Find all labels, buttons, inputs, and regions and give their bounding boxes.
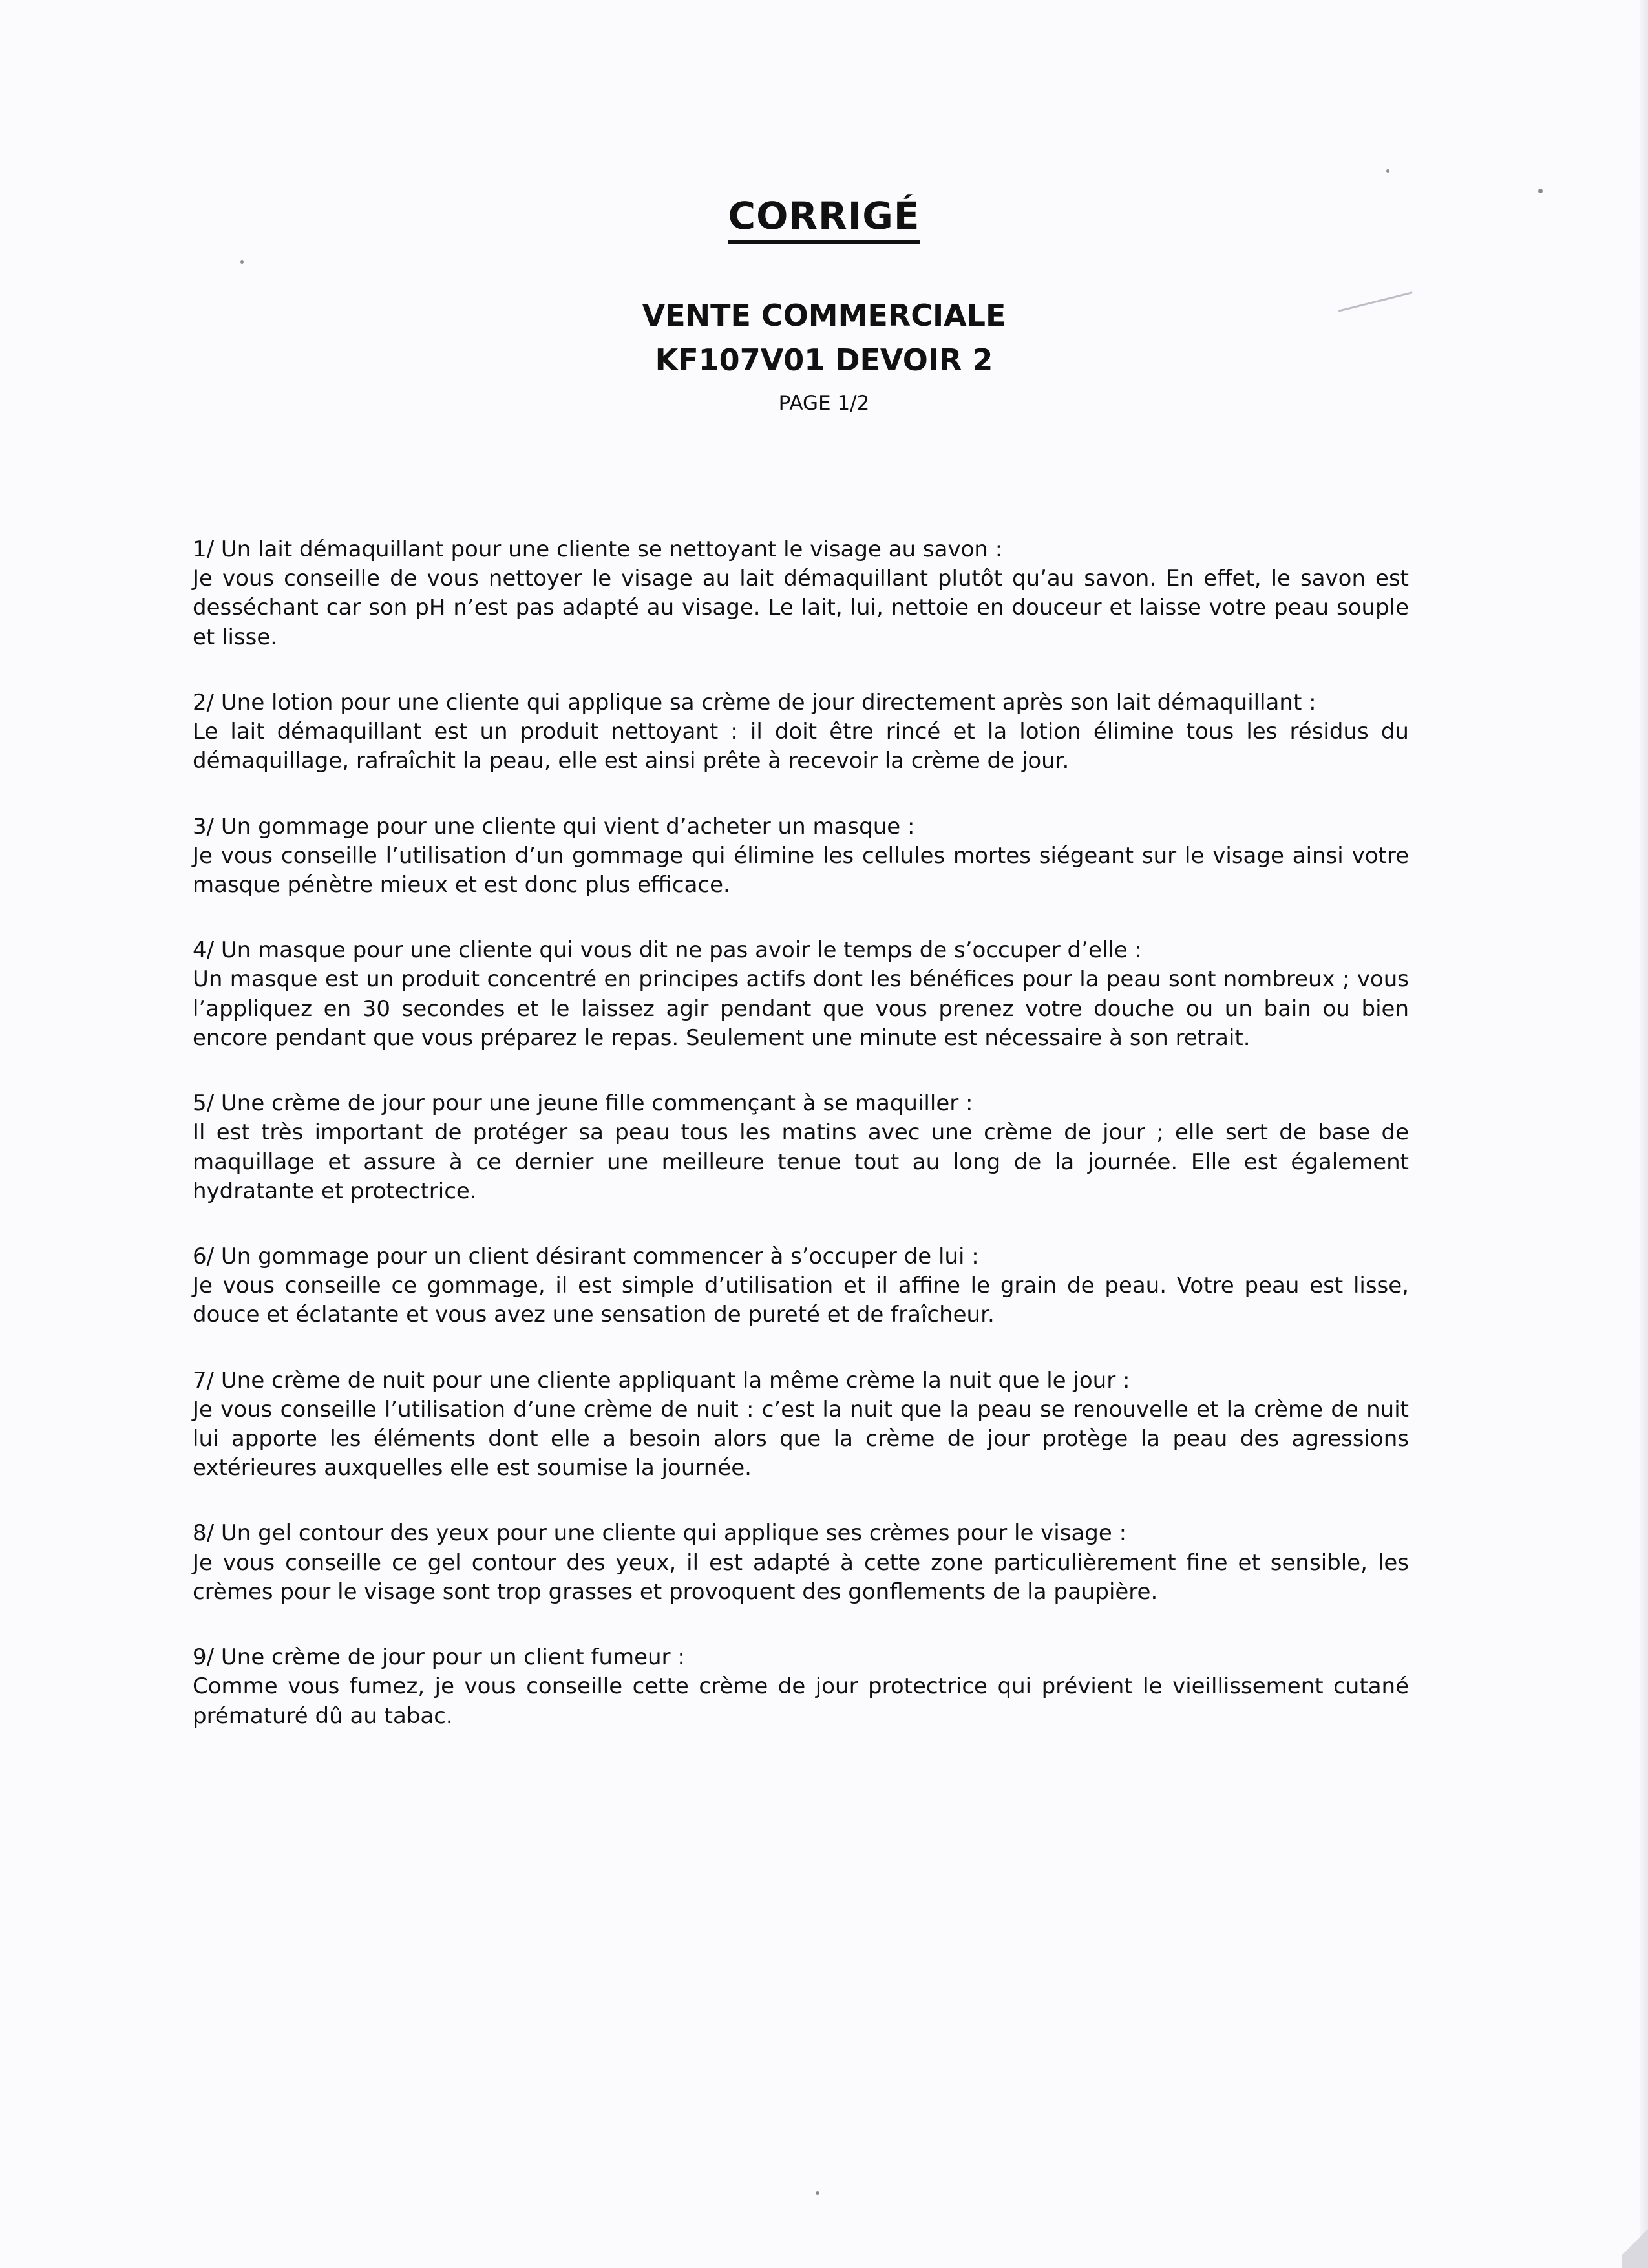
question-text: 5/ Une crème de jour pour une jeune fille commençant à se maquiller :	[193, 1090, 973, 1117]
answer-item-9	[193, 1643, 1409, 1731]
answer-text: Le lait démaquillant est un produit nettoyant : il doit être rincé et la lotion élimine tous les résidus du démaquillage, rafraîchit la peau, elle est ainsi prête à recevoir la crème de jour.	[193, 719, 1409, 774]
answer-item-4	[193, 936, 1409, 1053]
answer-item-1	[193, 535, 1409, 652]
question-text: 6/ Un gommage pour un client désirant commencer à s’occuper de lui :	[193, 1243, 979, 1269]
answer-list	[193, 535, 1409, 1767]
question-text: 8/ Un gel contour des yeux pour une cliente qui applique ses crèmes pour le visage :	[193, 1520, 1127, 1547]
document-header	[0, 194, 1648, 416]
answer-text: Je vous conseille ce gommage, il est simple d’utilisation et il affine le grain de peau. Votre peau est lisse, douce et éclatante et vous avez une sensation de pureté et de fraîcheur.	[193, 1273, 1409, 1328]
scan-speck	[1386, 169, 1389, 173]
answer-item-2	[193, 688, 1409, 776]
answer-text: Je vous conseille l’utilisation d’une crème de nuit : c’est la nuit que la peau se renouvelle et la crème de nuit lui apporte les éléments dont elle a besoin alors que la crème de jour protège la peau des agressions extérieures auxquelles elle est soumise la journée.	[193, 1396, 1409, 1481]
answer-item-8	[193, 1519, 1409, 1607]
course-title: VENTE COMMERCIALE	[642, 297, 1006, 333]
question-text: 2/ Une lotion pour une cliente qui applique sa crème de jour directement après son lait démaquillant :	[193, 689, 1316, 715]
answer-text: Comme vous fumez, je vous conseille cette crème de jour protectrice qui prévient le vieillissement cutané prématuré dû au tabac.	[193, 1673, 1409, 1729]
scan-speck	[1538, 189, 1543, 193]
question-text: 1/ Un lait démaquillant pour une cliente se nettoyant le visage au savon :	[193, 536, 1003, 562]
question-text: 4/ Un masque pour une cliente qui vous dit ne pas avoir le temps de s’occuper d’elle :	[193, 937, 1142, 964]
answer-text: Je vous conseille l’utilisation d’un gommage qui élimine les cellules mortes siégeant sur le visage ainsi votre masque pénètre mieux et est donc plus efficace.	[193, 842, 1409, 898]
question-text: 3/ Un gommage pour une cliente qui vient d’acheter un masque :	[193, 813, 915, 840]
answer-item-6	[193, 1242, 1409, 1330]
question-text: 7/ Une crème de nuit pour une cliente appliquant la même crème la nuit que le jour :	[193, 1367, 1130, 1394]
answer-text: Un masque est un produit concentré en principes actifs dont les bénéfices pour la peau sont nombreux ; vous l’appliquez en 30 secondes et le laissez agir pendant que vous prenez votre douche ou un bain ou bien encore pendant que vous préparez le repas. Seulement une minute est nécessaire à son retrait.	[193, 966, 1409, 1051]
course-code: KF107V01 DEVOIR 2	[655, 343, 993, 378]
question-text: 9/ Une crème de jour pour un client fumeur :	[193, 1644, 685, 1671]
answer-text: Je vous conseille de vous nettoyer le visage au lait démaquillant plutôt qu’au savon. En effet, le savon est desséchant car son pH n’est pas adapté au visage. Le lait, lui, nettoie en douceur et laisse votre peau souple et lisse.	[193, 566, 1409, 650]
answer-item-3	[193, 812, 1409, 900]
answer-item-5	[193, 1089, 1409, 1206]
page-number: PAGE 1/2	[778, 392, 870, 416]
paper-corner-fold	[1622, 2216, 1648, 2268]
page-title: CORRIGÉ	[728, 194, 920, 244]
scan-speck	[816, 2191, 819, 2195]
answer-text: Je vous conseille ce gel contour des yeux, il est adapté à cette zone particulièrement fine et sensible, les crèmes pour le visage sont trop grasses et provoquent des gonflements de la paupière.	[193, 1549, 1409, 1605]
answer-item-7	[193, 1366, 1409, 1483]
answer-text: Il est très important de protéger sa peau tous les matins avec une crème de jour ; elle sert de base de maquillage et assure à ce dernier une meilleure tenue tout au long de la journée. Elle est également hydratante et protectrice.	[193, 1119, 1409, 1204]
